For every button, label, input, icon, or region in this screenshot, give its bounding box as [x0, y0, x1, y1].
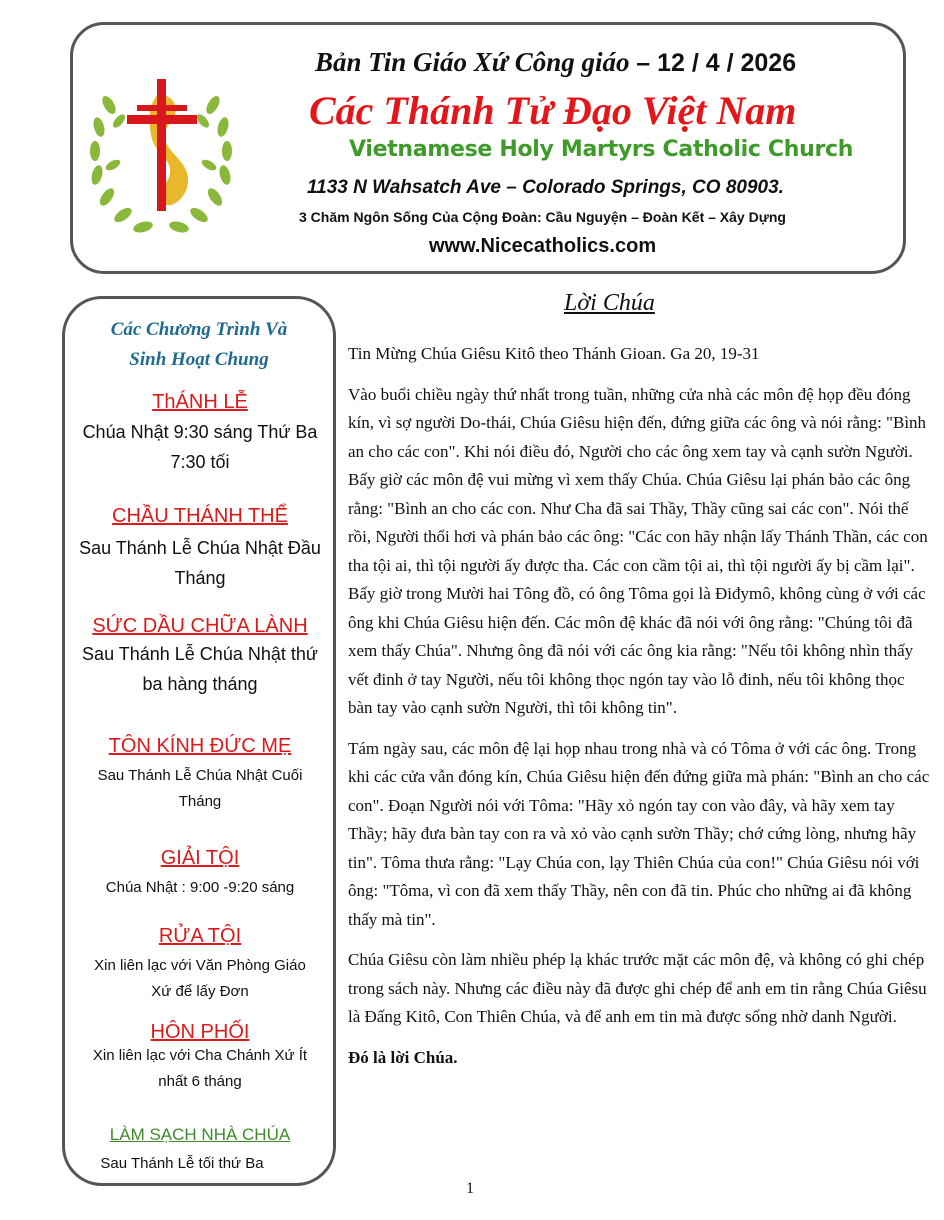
gospel-paragraph-2: Tám ngày sau, các môn đệ lại họp nhau trong nhà và có Tôma ở với các ông. Trong khi các cửa vẫn đóng kín, Chúa Giêsu hiện đến đứng giữa mà phán: "Bình an cho các con". Đoạn Người nói với Tôma: "Hãy xỏ ngón tay con vào đây, và hãy xem tay Thầy; hãy đưa bàn tay con ra và xỏ vào cạnh sườn Thầy; chớ cứng lòng, nhưng hãy tin". Tôma thưa rằng: "Lạy Chúa con, lạy Thiên Chúa của con!" Chúa Giêsu nói với ông: "Tôma, vì con đã xem thấy Thầy, nên con đã tin. Phúc cho những ai đã không thấy mà tin".: [348, 738, 930, 929]
baptism-line-2: Xứ để lấy Đơn: [151, 983, 249, 1000]
section-body-baptism: [53, 953, 347, 1005]
section-heading-cleaning: LÀM SẠCH NHÀ CHÚA: [109, 1125, 291, 1144]
sidebar-title-line2: Sinh Hoạt Chung: [129, 349, 269, 370]
bulletin-title: [315, 47, 796, 78]
marian-line-2: Tháng: [178, 793, 222, 810]
community-motto: 3 Chăm Ngôn Sống Của Cộng Đoàn: Cầu Nguyện – Đoàn Kết – Xây Dựng: [299, 209, 786, 225]
section-heading-confession: GIẢI TỘI: [160, 847, 240, 869]
section-heading-baptism: RỬA TỘI: [158, 925, 242, 947]
marriage-line-1: Xin liên lạc với Cha Chánh Xứ Ít: [92, 1047, 308, 1064]
marriage-line-2: nhất 6 tháng: [158, 1073, 242, 1090]
gospel-reference: Tin Mừng Chúa Giêsu Kitô theo Thánh Gioan. Ga 20, 19-31: [348, 344, 760, 363]
gospel-closing: Đó là lời Chúa.: [348, 1047, 458, 1067]
cleaning-line-1: Sau Thánh Lễ tối thứ Ba: [100, 1155, 264, 1172]
marian-line-1: Sau Thánh Lễ Chúa Nhật Cuối: [97, 767, 303, 784]
section-body-confession: [53, 875, 347, 901]
baptism-line-1: Xin liên lạc với Văn Phòng Giáo: [94, 957, 306, 974]
section-body-anointing: [53, 639, 347, 699]
page-number: 1: [466, 1180, 474, 1197]
adoration-line-2: Tháng: [174, 568, 226, 588]
section-body-adoration: [53, 533, 347, 593]
bulletin-header: [70, 22, 906, 274]
gospel-paragraph-1: Vào buổi chiều ngày thứ nhất trong tuần, những cửa nhà các môn đệ họp đều đóng kín, vì sợ người Do-thái, Chúa Giêsu hiện đến, đứng giữa các ông và nói rằng: "Bình an cho các con". Khi nói điều đó, Người cho các ông xem tay và cạnh sườn Người. Bấy giờ các môn đệ vui mừng vì xem thấy Chúa. Chúa Giêsu lại phán bảo các ông rằng: "Bình an cho các con. Như Cha đã sai Thầy, Thầy cũng sai các con". Nói thế rồi, Người thổi hơi và phán bảo các ông: "Các con hãy nhận lấy Thánh Thần, các con tha tội ai, thì tội người ấy được tha. Các con cầm tội ai, thì tội người ấy bị cầm lại". Bấy giờ trong Mười hai Tông đồ, có ông Tôma gọi là Điđymô, không cùng ở với các ông khi Chúa Giêsu hiện đến. Các môn đệ khác đã nói với ông rằng: "Chúng tôi đã xem thấy Chúa". Nhưng ông đã nói với các ông kia rằng: "Nếu tôi không nhìn thấy vết đinh ở tay Người, nếu tôi không thọc ngón tay vào lỗ đinh, nếu tôi không thọc bàn tay vào cạnh sườn Người, thì tôi không tin".: [348, 384, 928, 717]
section-heading-marriage: HÔN PHỐI: [150, 1021, 250, 1043]
parish-logo-icon: [87, 65, 235, 235]
confession-line-1: Chúa Nhật : 9:00 -9:20 sáng: [105, 879, 295, 896]
bulletin-date: – 12 / 4 / 2026: [636, 49, 797, 77]
gospel-body: [348, 340, 932, 1084]
mass-line-1: Chúa Nhật 9:30 sáng Thứ Ba: [82, 422, 318, 442]
section-heading-mass: ThÁNH LỄ: [152, 391, 248, 413]
parish-website-link[interactable]: www.Nicecatholics.com: [429, 235, 657, 257]
section-heading-anointing: SỨC DẦU CHỮA LÀNH: [92, 615, 308, 637]
section-body-mass: [53, 417, 347, 477]
section-heading-adoration: CHẦU THÁNH THỂ: [112, 505, 288, 527]
section-body-cleaning: [35, 1151, 329, 1177]
section-body-marian: [53, 763, 347, 815]
sidebar-title-line1: Các Chương Trình Và: [110, 319, 288, 340]
adoration-line-1: Sau Thánh Lễ Chúa Nhật Đầu: [79, 538, 321, 558]
parish-name-vi: Các Thánh Tử Đạo Việt Nam: [309, 88, 797, 133]
gospel-title: Lời Chúa: [564, 290, 655, 316]
parish-address: 1133 N Wahsatch Ave – Colorado Springs, CO 80903.: [307, 177, 784, 198]
section-heading-marian: TÔN KÍNH ĐỨC MẸ: [108, 735, 292, 757]
parish-name-en: Vietnamese Holy Martyrs Catholic Church: [349, 137, 854, 162]
programs-sidebar: [62, 296, 336, 1186]
gospel-paragraph-3: Chúa Giêsu còn làm nhiều phép lạ khác trước mặt các môn đệ, và không có ghi chép trong sách này. Nhưng các điều này đã được ghi chép để anh em tin rằng Chúa Giêsu là Đấng Kitô, Con Thiên Chúa, và để anh em tin mà được sống nhờ danh Người.: [348, 950, 927, 1026]
section-body-marriage: [53, 1043, 347, 1095]
mass-line-2: 7:30 tối: [170, 452, 230, 472]
bulletin-label: Bản Tin Giáo Xứ Công giáo: [315, 47, 630, 77]
anointing-line-1: Sau Thánh Lễ Chúa Nhật thứ: [82, 644, 318, 664]
anointing-line-2: ba hàng tháng: [142, 674, 258, 694]
